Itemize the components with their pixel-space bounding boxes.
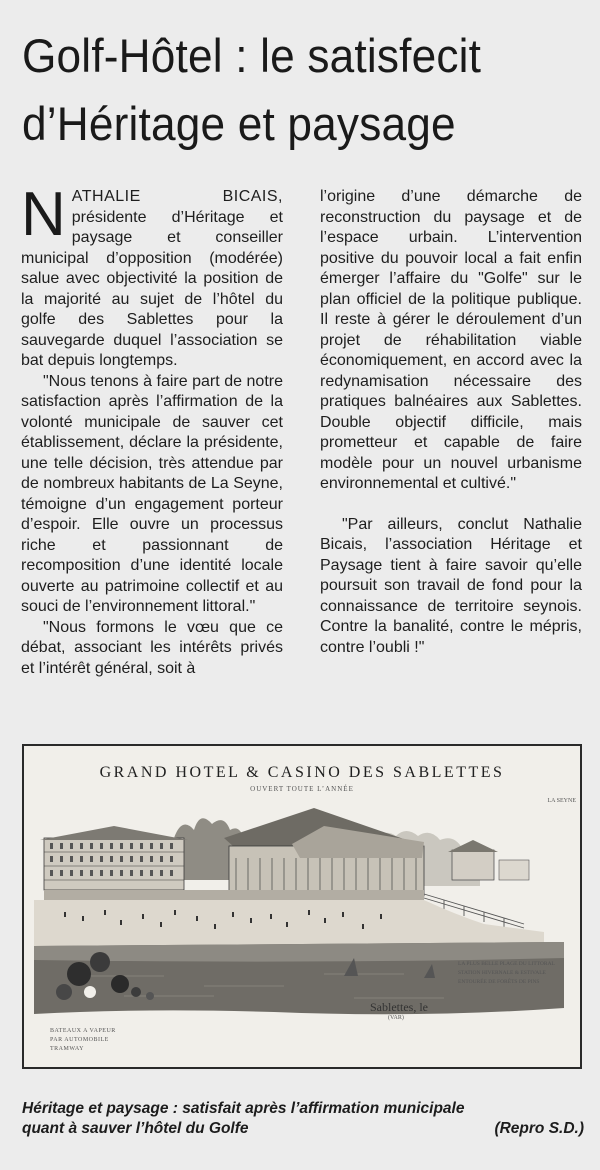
engraving-corner-note: LA SEYNE bbox=[547, 798, 576, 804]
engraving-transport-list bbox=[50, 1027, 116, 1054]
lead-text: présidente d’Héritage et paysage et conseiller municipal d’opposition (modérée) salue avec objectivité la position de la majorité au sujet de l’hôtel du golfe des Sablettes pour la sauvegarde duquel l’association se bat depuis longtemps. bbox=[21, 208, 283, 369]
paragraph: "Nous formons le vœu que ce débat, associant les intérêts privés et l’intérêt général, soit à bbox=[21, 618, 283, 677]
headline-line-1: Golf-Hôtel : le satisfecit bbox=[22, 29, 482, 82]
engraving-drawing bbox=[24, 746, 580, 1067]
caption-text: quant à sauver l’hôtel du Golfe bbox=[22, 1120, 249, 1137]
paragraph: l’origine d’une démarche de reconstruction du paysage et de l’espace urbain. L’intervention positive du pouvoir local a fait enfin émerger l’affaire du "Golfe" sur le plan officiel de la politique publique. Il reste à gérer le déroulement d’un projet de réhabilitation viable économiquement, en accord avec la redynamisation nécessaire des pratiques balnéaires aux Sablettes. Double objectif difficile, mais prometteur et capable de faire modèle pour un nouvel urbanisme environnemental et cultivé." bbox=[320, 188, 582, 492]
caption-line-2 bbox=[22, 1119, 584, 1139]
paragraph: "Par ailleurs, conclut Nathalie Bicais, l’association Héritage et Paysage tient à faire savoir qu’elle poursuit son travail de fond pour la connaissance de territoire seynois. Contre la banalité, contre le mépris, contre l’oubli !" bbox=[320, 515, 582, 656]
engraving-illustration bbox=[22, 744, 582, 1069]
photo-caption bbox=[22, 1099, 584, 1139]
engraving-place: Sablettes, le bbox=[370, 1000, 428, 1014]
transport-line: BATEAUX A VAPEUR bbox=[50, 1028, 116, 1034]
photo-credit: (Repro S.D.) bbox=[494, 1120, 584, 1137]
engraving-region: (VAR) bbox=[388, 1015, 404, 1021]
article-column-left bbox=[21, 180, 283, 679]
advert-line: LA PLUS BELLE PLAGE DU LITTORAL bbox=[458, 961, 555, 967]
engraving-title: GRAND HOTEL & CASINO DES SABLETTES bbox=[99, 764, 505, 781]
article-column-right bbox=[320, 187, 582, 658]
advert-line: ENTOURÉE DE FORÊTS DE PINS bbox=[458, 979, 540, 985]
lead-paragraph bbox=[21, 180, 283, 372]
caption-line-1: Héritage et paysage : satisfait après l’affirmation municipale bbox=[22, 1100, 465, 1117]
transport-line: TRAMWAY bbox=[50, 1046, 84, 1052]
lead-caps: ATHALIE BICAIS, bbox=[71, 188, 283, 205]
drop-cap: N bbox=[21, 180, 66, 249]
transport-line: PAR AUTOMOBILE bbox=[50, 1037, 109, 1043]
headline-line-2: d’Héritage et paysage bbox=[22, 97, 456, 150]
paragraph: "Nous tenons à faire part de notre satisfaction après l’affirmation de la volonté municipale de sauver cet établissement, déclare la présidente, une telle décision, très attendue par de nombreux habitants de La Seyne, témoigne d’un engagement porteur d’espoir. Elle ouvre un processus riche et passionnant de recomposition d’une identité locale ouverte au patrimoine collectif et au souci de l’environnement littoral." bbox=[21, 372, 283, 615]
advert-line: STATION HIVERNALE & ESTIVALE bbox=[458, 970, 546, 976]
engraving-subtitle: OUVERT TOUTE L’ANNÉE bbox=[250, 785, 354, 793]
engraving-advert bbox=[458, 960, 576, 987]
headline bbox=[22, 22, 548, 158]
